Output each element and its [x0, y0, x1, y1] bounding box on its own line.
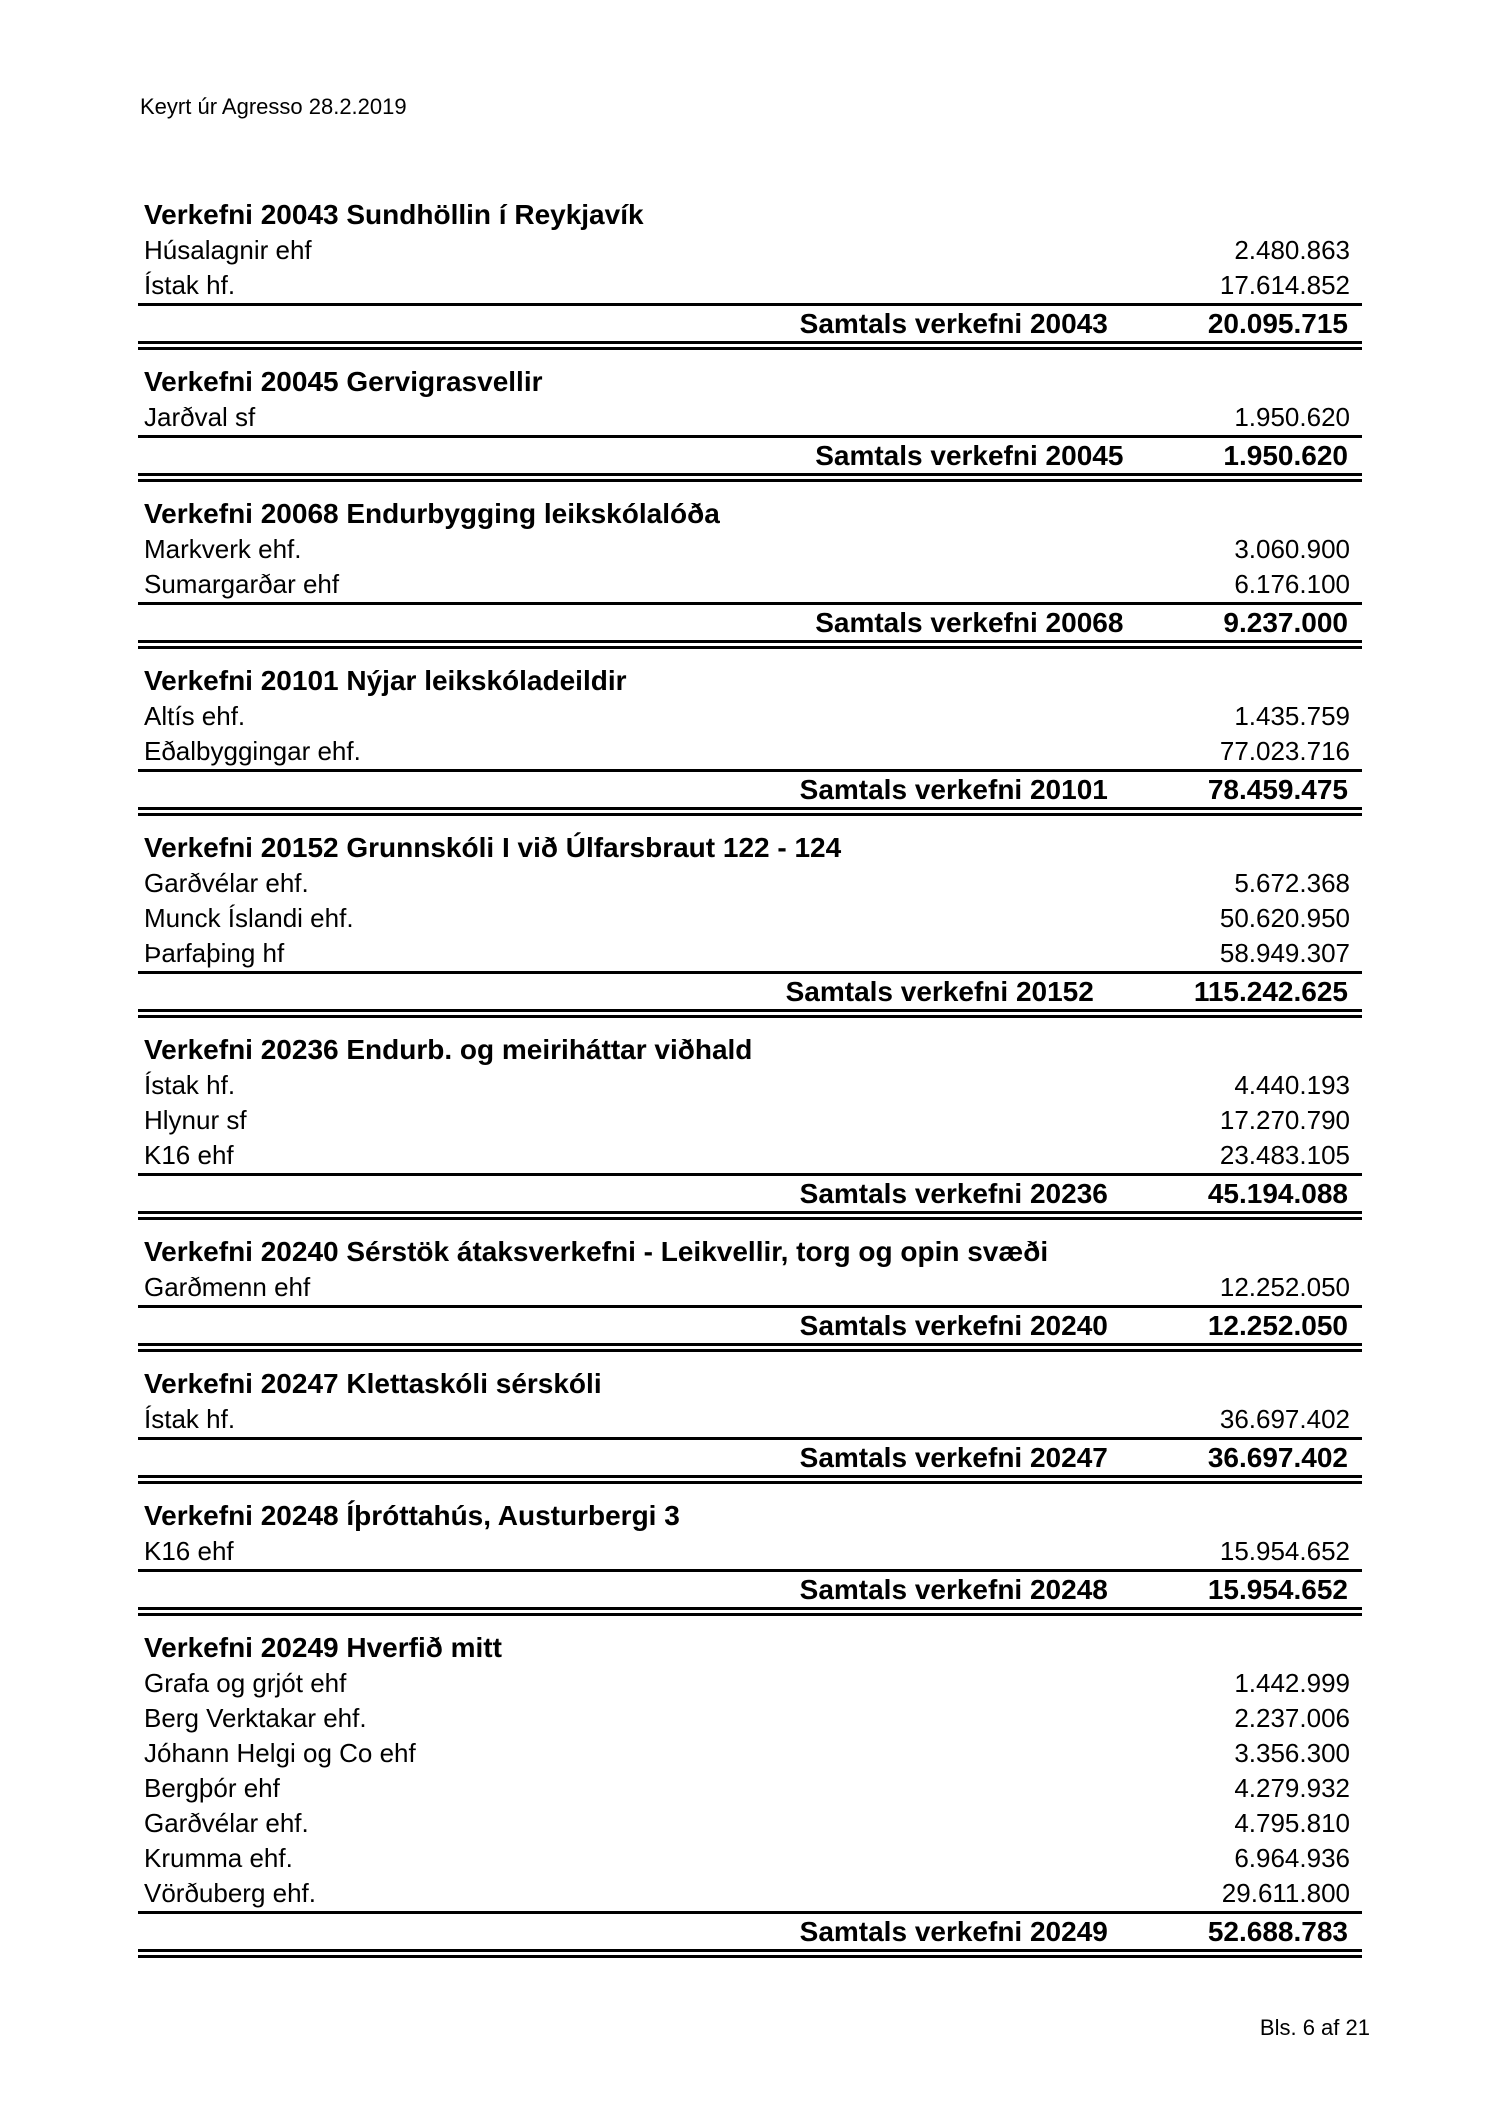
table-row — [138, 866, 1362, 901]
contractor-amount: 36.697.402 — [1219, 1404, 1350, 1434]
contractor-name: Hlynur sf — [144, 1105, 247, 1135]
contractor-name: Bergþór ehf — [144, 1773, 280, 1803]
contractor-name: Garðvélar ehf. — [144, 868, 309, 898]
contractor-name: Ístak hf. — [144, 1070, 236, 1100]
total-label: Samtals verkefni 20152 — [785, 976, 1094, 1007]
table-row — [138, 936, 1362, 971]
table-row — [138, 1534, 1362, 1569]
table-row — [138, 1876, 1362, 1911]
project-title: Verkefni 20249 Hverfið mitt — [144, 1632, 502, 1663]
contractor-amount: 4.795.810 — [1234, 1808, 1350, 1838]
contractor-amount: 17.614.852 — [1219, 270, 1350, 300]
total-label: Samtals verkefni 20045 — [815, 440, 1124, 471]
table-row — [138, 1666, 1362, 1701]
total-label: Samtals verkefni 20101 — [799, 774, 1108, 805]
contractor-name: Garðmenn ehf — [144, 1272, 311, 1302]
project-title: Verkefni 20240 Sérstök átaksverkefni - Leikvellir, torg og opin svæði — [144, 1236, 1049, 1267]
contractor-amount: 17.270.790 — [1219, 1105, 1350, 1135]
contractor-amount: 3.060.900 — [1234, 534, 1350, 564]
double-underline — [138, 1009, 1362, 1018]
total-label: Samtals verkefni 20236 — [799, 1178, 1108, 1209]
total-label: Samtals verkefni 20249 — [799, 1916, 1108, 1947]
table-row — [138, 1138, 1362, 1173]
total-amount: 1.950.620 — [1223, 440, 1348, 471]
contractor-name: Ístak hf. — [144, 270, 236, 300]
total-amount: 78.459.475 — [1207, 774, 1348, 805]
project-section — [138, 663, 1362, 816]
project-section — [138, 1032, 1362, 1220]
table-row — [138, 1270, 1362, 1305]
double-underline — [138, 1475, 1362, 1484]
total-label: Samtals verkefni 20068 — [815, 607, 1124, 638]
table-row — [138, 268, 1362, 303]
project-section — [138, 830, 1362, 1018]
total-amount: 52.688.783 — [1207, 1916, 1348, 1947]
table-row — [138, 1806, 1362, 1841]
table-row — [138, 1402, 1362, 1437]
project-section — [138, 364, 1362, 482]
contractor-name: K16 ehf — [144, 1140, 234, 1170]
project-section — [138, 1234, 1362, 1352]
double-underline — [138, 1211, 1362, 1220]
contractor-amount: 5.672.368 — [1234, 868, 1350, 898]
contractor-name: Garðvélar ehf. — [144, 1808, 309, 1838]
project-section — [138, 1498, 1362, 1616]
table-row — [138, 1736, 1362, 1771]
contractor-amount: 12.252.050 — [1219, 1272, 1350, 1302]
total-row — [138, 1176, 1362, 1211]
contractor-amount: 6.176.100 — [1234, 569, 1350, 599]
total-row — [138, 306, 1362, 341]
table-row — [138, 734, 1362, 769]
report-header: Keyrt úr Agresso 28.2.2019 — [140, 94, 407, 119]
project-title: Verkefni 20247 Klettaskóli sérskóli — [144, 1368, 602, 1399]
contractor-amount: 6.964.936 — [1234, 1843, 1350, 1873]
total-row — [138, 1308, 1362, 1343]
project-title: Verkefni 20101 Nýjar leikskóladeildir — [144, 665, 627, 696]
double-underline — [138, 1607, 1362, 1616]
table-row — [138, 1068, 1362, 1103]
table-row — [138, 1701, 1362, 1736]
project-title: Verkefni 20152 Grunnskóli I við Úlfarsbraut 122 - 124 — [144, 832, 842, 863]
contractor-name: Húsalagnir ehf — [144, 235, 312, 265]
contractor-name: Jóhann Helgi og Co ehf — [144, 1738, 416, 1768]
table-row — [138, 901, 1362, 936]
contractor-amount: 2.237.006 — [1234, 1703, 1350, 1733]
double-underline — [138, 1343, 1362, 1352]
table-row — [138, 532, 1362, 567]
table-row — [138, 1103, 1362, 1138]
contractor-amount: 4.279.932 — [1234, 1773, 1350, 1803]
contractor-amount: 1.435.759 — [1234, 701, 1350, 731]
total-amount: 115.242.625 — [1193, 976, 1348, 1007]
contractor-amount: 15.954.652 — [1219, 1536, 1350, 1566]
project-section — [138, 1366, 1362, 1484]
contractor-name: Sumargarðar ehf — [144, 569, 340, 599]
total-row — [138, 1440, 1362, 1475]
project-section — [138, 496, 1362, 649]
double-underline — [138, 640, 1362, 649]
double-underline — [138, 473, 1362, 482]
contractor-amount: 50.620.950 — [1219, 903, 1350, 933]
contractor-name: Krumma ehf. — [144, 1843, 293, 1873]
table-row — [138, 400, 1362, 435]
total-amount: 45.194.088 — [1207, 1178, 1348, 1209]
double-underline — [138, 341, 1362, 350]
project-title: Verkefni 20068 Endurbygging leikskólalóða — [144, 498, 720, 529]
total-row — [138, 772, 1362, 807]
project-title: Verkefni 20236 Endurb. og meiriháttar viðhald — [144, 1034, 753, 1065]
total-label: Samtals verkefni 20247 — [799, 1442, 1108, 1473]
contractor-amount: 29.611.800 — [1221, 1878, 1350, 1908]
total-row — [138, 438, 1362, 473]
double-underline — [138, 807, 1362, 816]
page-number: Bls. 6 af 21 — [1259, 2015, 1370, 2040]
total-row — [138, 974, 1362, 1009]
contractor-amount: 2.480.863 — [1234, 235, 1350, 265]
project-title: Verkefni 20045 Gervigrasvellir — [144, 366, 543, 397]
total-label: Samtals verkefni 20043 — [799, 308, 1108, 339]
project-title: Verkefni 20248 Íþróttahús, Austurbergi 3 — [144, 1500, 680, 1531]
total-amount: 20.095.715 — [1207, 308, 1348, 339]
total-amount: 15.954.652 — [1207, 1574, 1348, 1605]
contractor-name: K16 ehf — [144, 1536, 234, 1566]
total-label: Samtals verkefni 20240 — [799, 1310, 1108, 1341]
total-row — [138, 1572, 1362, 1607]
contractor-name: Berg Verktakar ehf. — [144, 1703, 367, 1733]
contractor-name: Altís ehf. — [144, 701, 246, 731]
project-section — [138, 1630, 1362, 1958]
total-row — [138, 605, 1362, 640]
total-amount: 12.252.050 — [1207, 1310, 1348, 1341]
contractor-name: Vörðuberg ehf. — [144, 1878, 317, 1908]
contractor-amount: 23.483.105 — [1219, 1140, 1350, 1170]
project-report — [138, 197, 1362, 1972]
table-row — [138, 699, 1362, 734]
contractor-name: Munck Íslandi ehf. — [144, 903, 354, 933]
contractor-name: Jarðval sf — [144, 402, 256, 432]
table-row — [138, 1771, 1362, 1806]
project-title: Verkefni 20043 Sundhöllin í Reykjavík — [144, 199, 644, 230]
contractor-name: Grafa og grjót ehf — [144, 1668, 347, 1698]
contractor-amount: 58.949.307 — [1219, 938, 1350, 968]
total-amount: 36.697.402 — [1207, 1442, 1348, 1473]
contractor-amount: 77.023.716 — [1219, 736, 1350, 766]
table-row — [138, 1841, 1362, 1876]
contractor-amount: 1.442.999 — [1234, 1668, 1350, 1698]
contractor-name: Eðalbyggingar ehf. — [144, 736, 361, 766]
total-label: Samtals verkefni 20248 — [799, 1574, 1108, 1605]
table-row — [138, 567, 1362, 602]
contractor-amount: 1.950.620 — [1234, 402, 1350, 432]
total-row — [138, 1914, 1362, 1949]
contractor-name: Markverk ehf. — [144, 534, 302, 564]
project-section — [138, 197, 1362, 350]
contractor-amount: 4.440.193 — [1234, 1070, 1350, 1100]
total-amount: 9.237.000 — [1223, 607, 1348, 638]
contractor-name: Ístak hf. — [144, 1404, 236, 1434]
table-row — [138, 233, 1362, 268]
double-underline — [138, 1949, 1362, 1958]
contractor-name: Þarfaþing hf — [144, 938, 285, 968]
contractor-amount: 3.356.300 — [1234, 1738, 1350, 1768]
